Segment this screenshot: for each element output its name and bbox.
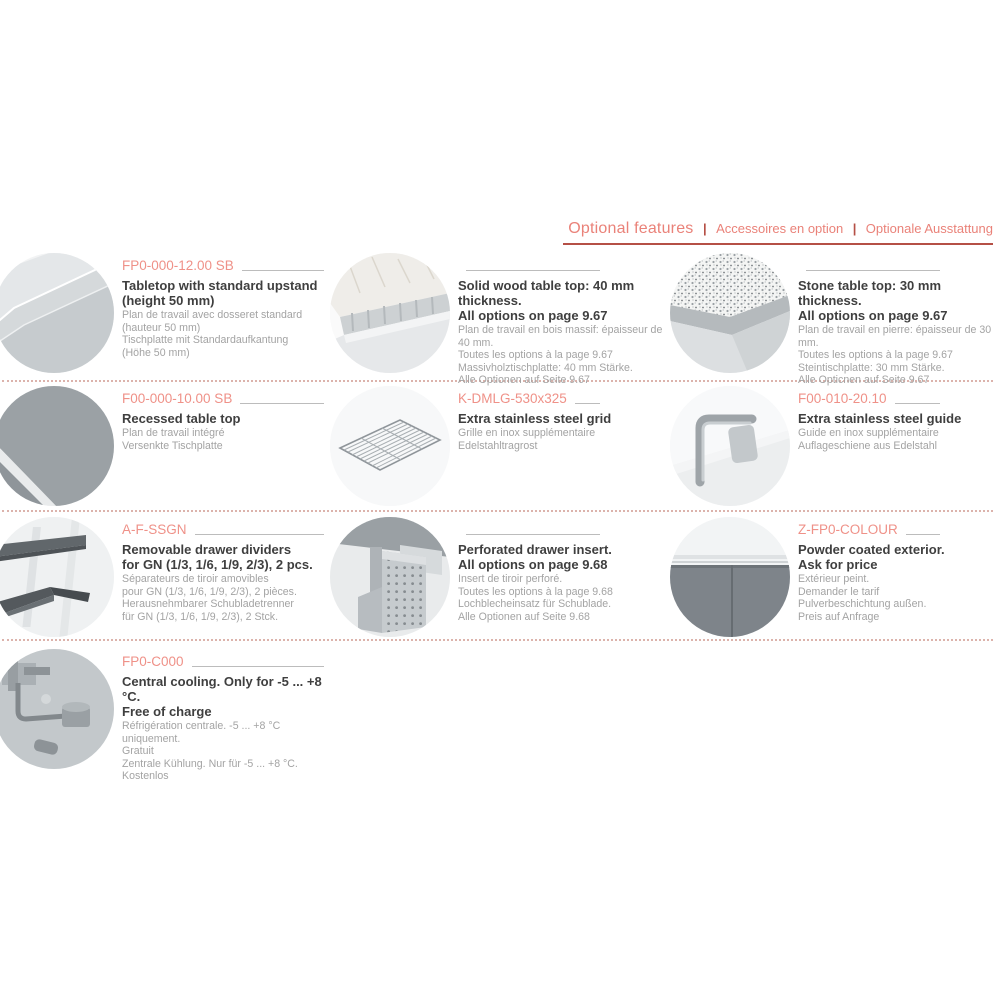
page-header (568, 220, 993, 238)
feature-item-recessed-top (0, 386, 328, 506)
item-text (122, 386, 328, 452)
item-title: Perforated drawer insert. All options on page 9.68 (458, 542, 612, 572)
item-details: Plan de travail en pierre: épaisseur de 30 mm. Toutes les options à la page 9.67 Steintischplatte: 30 mm Stärke. Alle Opticnen auf Seite 9.67 (798, 324, 992, 387)
feature-item-steel-guide (670, 386, 1000, 506)
header-separator: | (852, 221, 857, 236)
item-details: Guide en inox supplémentaire Auflageschiene aus Edelstahl (798, 427, 939, 452)
head-rule (806, 270, 940, 271)
item-title: Removable drawer dividers for GN (1/3, 1/6, 1/9, 2/3), 2 pcs. (122, 542, 313, 572)
item-text (798, 517, 1000, 623)
perforated-drawer-insert-image (330, 517, 450, 637)
item-details: Séparateurs de tiroir amovibles pour GN (1/3, 1/6, 1/9, 2/3), 2 pièces. Herausnehmbarer Schubladetrenner für GN (1/3, 1/6, 1/9, 2/3), 2 Stck. (122, 573, 297, 623)
header-rule (563, 243, 993, 245)
head-rule (466, 270, 600, 271)
item-title: Extra stainless steel grid (458, 411, 612, 426)
feature-item-central-cooling (0, 649, 328, 783)
head-rule (195, 534, 324, 535)
item-text (798, 386, 1000, 452)
item-code: FP0-C000 (122, 654, 184, 669)
head-rule (895, 403, 940, 404)
item-details: Extérieur peint. Demander le tarif Pulverbeschichtung außen. Preis auf Anfrage (798, 573, 927, 623)
header-subtitle-fr: Accessoires en option (716, 221, 844, 236)
product-photo (330, 386, 450, 506)
item-details: Plan de travail en bois massif: épaisseur de 40 mm. Toutes les options à la page 9.67 Massivholztischplatte: 40 mm Stärke. Alle Optionen auf Seite 9.67 (458, 324, 663, 387)
head-rule (192, 666, 324, 667)
stainless-steel-guide-image (670, 386, 790, 506)
head-rule (906, 534, 940, 535)
product-photo (670, 253, 790, 373)
feature-item-tabletop-upstand (0, 253, 328, 373)
row-divider (2, 639, 993, 641)
product-photo (0, 253, 114, 373)
product-photo (670, 517, 790, 637)
product-photo (330, 253, 450, 373)
item-details: Grille en inox supplémentaire Edelstahltragrost (458, 427, 596, 452)
tabletop-standard-upstand-image (0, 253, 114, 373)
head-rule (240, 403, 324, 404)
product-photo (0, 649, 114, 769)
solid-wood-table-top-image (330, 253, 450, 373)
row-divider (2, 510, 993, 512)
item-details: Plan de travail intégré Versenkte Tischplatte (122, 427, 225, 452)
feature-item-perforated-insert (330, 517, 664, 637)
item-text (122, 517, 328, 623)
item-code: K-DMLG-530x325 (458, 391, 567, 406)
item-text (798, 253, 1000, 387)
feature-item-powder-coated (670, 517, 1000, 637)
item-code: FP0-000-12.00 SB (122, 258, 234, 273)
stainless-steel-grid-image (330, 386, 450, 506)
item-title: Extra stainless steel guide (798, 411, 962, 426)
item-text (458, 517, 664, 623)
powder-coated-exterior-image (670, 517, 790, 637)
stone-table-top-image (670, 253, 790, 373)
product-photo (0, 386, 114, 506)
item-title: Powder coated exterior. Ask for price (798, 542, 945, 572)
item-title: Central cooling. Only for -5 ... +8 °C. Free of charge (122, 674, 322, 719)
item-details: Insert de tiroir perforé. Toutes les options à la page 9.68 Lochblecheinsatz für Schublade. Alle Optionen auf Seite 9.68 (458, 573, 613, 623)
product-photo (0, 517, 114, 637)
feature-item-steel-grid (330, 386, 664, 506)
item-code: F00-010-20.10 (798, 391, 887, 406)
item-details: Réfrigération centrale. -5 ... +8 °C uniquement. Gratuit Zentrale Kühlung. Nur für -5 ... +8 °C. Kostenlos (122, 720, 298, 783)
header-separator: | (702, 221, 707, 236)
item-text (458, 386, 664, 452)
item-text (458, 253, 664, 387)
item-title: Recessed table top (122, 411, 241, 426)
product-photo (670, 386, 790, 506)
item-code: Z-FP0-COLOUR (798, 522, 898, 537)
item-details: Plan de travail avec dosseret standard (hauteur 50 mm) Tischplatte mit Standardaufkantung (Höhe 50 mm) (122, 309, 303, 359)
drawer-dividers-image (0, 517, 114, 637)
feature-item-stone-top (670, 253, 1000, 387)
recessed-table-top-image (0, 386, 114, 506)
header-subtitle-de: Optionale Ausstattung (865, 221, 993, 236)
head-rule (466, 534, 600, 535)
item-title: Stone table top: 30 mm thickness. All options on page 9.67 (798, 278, 948, 323)
head-rule (242, 270, 324, 271)
feature-item-drawer-dividers (0, 517, 328, 637)
item-text (122, 649, 328, 783)
feature-item-solid-wood-top (330, 253, 664, 387)
header-title: Optional features (568, 220, 694, 237)
item-code: F00-000-10.00 SB (122, 391, 233, 406)
item-code: A-F-SSGN (122, 522, 187, 537)
head-rule (575, 403, 600, 404)
item-text (122, 253, 328, 359)
item-title: Tabletop with standard upstand (height 50 mm) (122, 278, 318, 308)
central-cooling-image (0, 649, 114, 769)
item-title: Solid wood table top: 40 mm thickness. All options on page 9.67 (458, 278, 635, 323)
product-photo (330, 517, 450, 637)
